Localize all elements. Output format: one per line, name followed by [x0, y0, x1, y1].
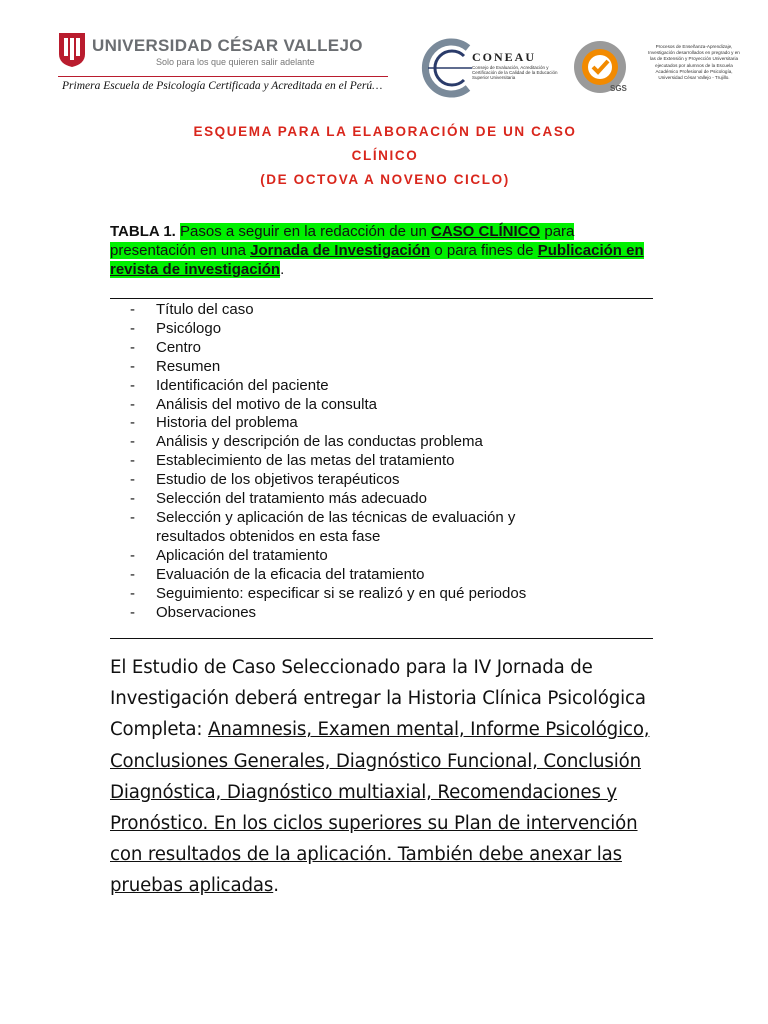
step-item — [110, 320, 655, 339]
step-item — [110, 433, 655, 452]
step-text: Análisis y descripción de las conductas problema — [156, 433, 483, 451]
coneau-logo — [420, 38, 570, 98]
university-slogan: Solo para los que quieren salir adelante — [156, 57, 315, 67]
step-item — [110, 471, 655, 490]
sgs-seal-icon — [572, 40, 642, 96]
step-dash: - — [130, 433, 135, 451]
step-text: Psicólogo — [156, 319, 222, 337]
step-dash: - — [130, 376, 135, 394]
step-item — [110, 528, 655, 547]
title-line-2: CLÍNICO — [351, 148, 419, 163]
sgs-label: SGS — [610, 84, 627, 93]
step-text: Resumen — [156, 357, 221, 375]
university-shield-icon — [58, 32, 86, 68]
step-dash: - — [130, 584, 135, 602]
step-dash: - — [130, 301, 135, 318]
header-divider — [58, 76, 388, 77]
caption-text-1: Pasos a seguir en la redacción de un — [180, 223, 432, 240]
step-text: resultados obtenidos en esta fase — [156, 527, 381, 545]
university-logo — [58, 32, 388, 74]
step-text: Título del caso — [156, 301, 254, 318]
closing-paragraph — [110, 652, 670, 902]
step-text: Evaluación de la eficacia del tratamiento — [156, 565, 425, 583]
step-item — [110, 604, 655, 623]
header-motto: Primera Escuela de Psicología Certificada y Acreditada en el Perú… — [62, 80, 383, 92]
step-item — [110, 585, 655, 604]
closing-lead: El Estudio de Caso Seleccionado para la IV Jornada de Investigación deberá entregar la Historia Clínica Psicológica Completa: — [110, 657, 646, 741]
step-dash: - — [130, 395, 135, 413]
closing-end: . — [273, 875, 279, 897]
step-text: Centro — [156, 338, 202, 356]
step-dash: - — [130, 471, 135, 489]
step-item — [110, 339, 655, 358]
step-item — [110, 490, 655, 509]
university-name: UNIVERSIDAD CÉSAR VALLEJO — [92, 36, 363, 55]
document-title — [130, 120, 640, 192]
caption-text-3: o para fines de — [430, 242, 538, 259]
step-text: Selección del tratamiento más adecuado — [156, 490, 427, 508]
step-text: Establecimiento de las metas del tratamiento — [156, 452, 455, 470]
sgs-certification-seal — [572, 40, 642, 96]
closing-requirements: Anamnesis, Examen mental, Informe Psicológico, Conclusiones Generales, Diagnóstico Funcional, Conclusión Diagnóstica, Diagnóstico multiaxial, Recomendaciones y Pronóstico. En los ciclos superiores su Plan de intervención con resultados de la aplicación. También debe anexar las pruebas aplicadas — [110, 719, 650, 897]
caption-strong-caso-clinico: CASO CLÍNICO — [431, 223, 541, 240]
step-dash: - — [130, 490, 135, 508]
step-text: Identificación del paciente — [156, 376, 329, 394]
step-dash: - — [130, 452, 135, 470]
step-dash: - — [130, 357, 135, 375]
table-label: TABLA 1. — [110, 223, 176, 240]
document-header — [0, 0, 768, 110]
step-text: Observaciones — [156, 603, 257, 621]
caption-text-2: para presentación en una — [110, 223, 575, 259]
caption-end: . — [280, 261, 285, 278]
top-rule — [110, 298, 653, 299]
step-text: Seguimiento: especificar si se realizó y en qué periodos — [156, 584, 527, 602]
step-dash: - — [130, 338, 135, 356]
coneau-subtitle: Consejo de Evaluación, Acreditación y Certificación de la Calidad de la Educación Superior Universitaria — [472, 65, 558, 80]
caption-strong-jornada: Jornada de Investigación — [250, 242, 431, 259]
step-dash: - — [130, 508, 135, 526]
step-text: Selección y aplicación de las técnicas de evaluación y — [156, 508, 516, 526]
bottom-rule — [110, 638, 653, 639]
certification-note: Procesos de Enseñanza-Aprendizaje, Investigación desarrollados en pregrado y en las de Extensión y Proyección Universitaria ejecutados por alumnos de la Escuela Académico Profesional de Psicología, Universidad César Vallejo - Trujillo. — [648, 44, 740, 81]
step-dash: - — [130, 546, 135, 564]
step-item — [110, 377, 655, 396]
step-item — [110, 396, 655, 415]
caption-strong-publicacion: Publicación en revista de investigación — [110, 242, 644, 278]
title-line-3: (DE OCTOVA A NOVENO CICLO) — [260, 172, 510, 187]
step-text: Aplicación del tratamiento — [156, 546, 328, 564]
step-item — [110, 301, 655, 320]
step-item — [110, 566, 655, 585]
step-dash: - — [130, 603, 135, 621]
steps-list — [110, 301, 655, 622]
step-item — [110, 509, 655, 528]
step-dash: - — [130, 565, 135, 583]
step-text: Estudio de los objetivos terapéuticos — [156, 471, 400, 489]
step-item — [110, 547, 655, 566]
title-line-1: ESQUEMA PARA LA ELABORACIÓN DE UN CASO — [193, 124, 577, 139]
step-item — [110, 358, 655, 377]
step-dash: - — [130, 319, 135, 337]
step-item — [110, 414, 655, 433]
step-text: Historia del problema — [156, 414, 298, 432]
step-dash: - — [130, 414, 135, 432]
coneau-name: CONEAU — [472, 50, 537, 64]
step-item — [110, 452, 655, 471]
coneau-emblem-icon — [420, 38, 476, 98]
step-text: Análisis del motivo de la consulta — [156, 395, 377, 413]
table-caption — [110, 222, 655, 279]
